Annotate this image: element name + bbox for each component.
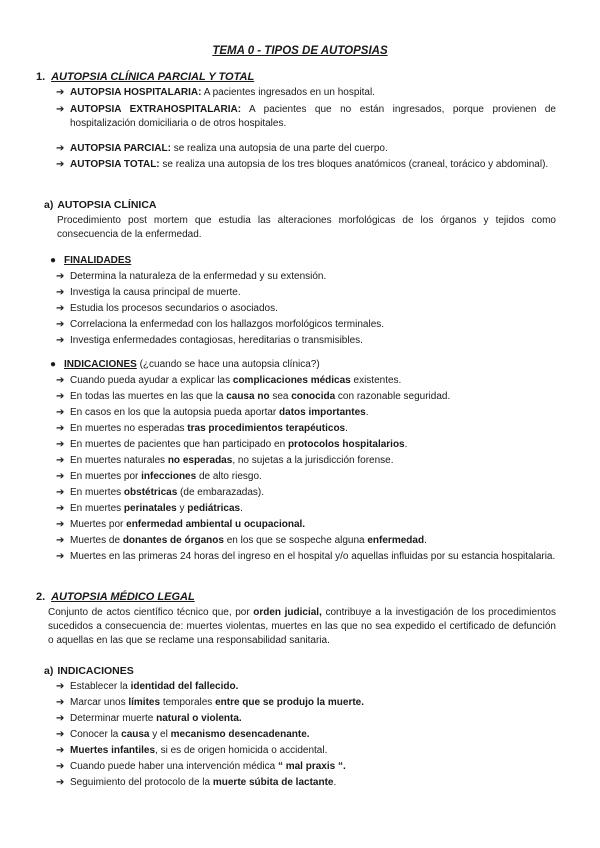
- list-item-text: .: [365, 407, 369, 418]
- list-item: [56, 550, 556, 564]
- list-item-text: , no sujetas a la jurisdicción forense.: [232, 455, 394, 466]
- arrow-icon: ➔: [56, 335, 65, 346]
- section-1-heading: [36, 70, 254, 84]
- bullet-icon: ●: [50, 255, 57, 266]
- arrow-icon: ➔: [56, 777, 65, 788]
- arrow-icon: ➔: [56, 375, 65, 386]
- subsection-heading: [44, 198, 157, 212]
- list-item-text: En muertes: [70, 487, 124, 498]
- list-item-text: Muertes por: [70, 519, 127, 530]
- arrow-icon: ➔: [56, 519, 65, 530]
- list-item-text: y el: [149, 729, 171, 740]
- list-item-bold: natural o violenta.: [156, 713, 242, 724]
- list-item-text: En muertes: [70, 503, 124, 514]
- arrow-icon: ➔: [56, 407, 65, 418]
- indicaciones-label: INDICACIONES: [64, 359, 137, 370]
- subsection-label: a): [44, 665, 54, 677]
- list-item: [56, 728, 310, 742]
- arrow-icon: ➔: [56, 439, 65, 450]
- arrow-icon: ➔: [56, 697, 65, 708]
- definition-text: se realiza una autopsia de una parte del cuerpo.: [170, 143, 388, 154]
- list-item-text: .: [333, 777, 337, 788]
- list-item-bold: datos importantes: [279, 407, 366, 418]
- paragraph-bold: orden judicial,: [253, 607, 322, 618]
- definition-text: se realiza una autopsia de los tres bloques anatómicos (craneal, torácico y abdominal).: [159, 159, 549, 170]
- finalidades-label: FINALIDADES: [64, 255, 132, 266]
- arrow-icon: ➔: [56, 503, 65, 514]
- subsection-description: Procedimiento post mortem que estudia las alteraciones morfológicas de los órganos y tejidos como consecuencia de la enfermedad.: [57, 215, 556, 240]
- arrow-icon: ➔: [56, 471, 65, 482]
- list-item-text: Investiga la causa principal de muerte.: [70, 287, 241, 298]
- list-item-bold: perinatales: [123, 503, 177, 514]
- list-item-bold: “ mal praxis “.: [277, 761, 346, 772]
- list-item: [56, 318, 384, 332]
- list-item: [56, 534, 427, 548]
- list-item-text: En muertes de pacientes que han participado en: [70, 439, 288, 450]
- list-item-bold: muerte súbita de lactante: [212, 777, 334, 788]
- list-item-text: Estudia los procesos secundarios o asociados.: [70, 303, 278, 314]
- list-item: [56, 438, 407, 452]
- subsection-title: INDICACIONES: [57, 665, 134, 677]
- list-item: [56, 422, 348, 436]
- list-item-text: Seguimiento del protocolo de la: [70, 777, 213, 788]
- list-item-bold: causa no: [226, 391, 270, 402]
- list-item-bold: Muertes infantiles: [70, 745, 156, 756]
- list-item: [56, 776, 336, 790]
- list-item-text: Correlaciona la enfermedad con los hallazgos morfológicos terminales.: [70, 319, 385, 330]
- list-item-text: Investiga enfermedades contagiosas, hereditarias o transmisibles.: [70, 335, 363, 346]
- definition-term: AUTOPSIA TOTAL:: [70, 159, 160, 170]
- definition-item: [56, 103, 556, 131]
- indicaciones-heading: [50, 358, 320, 372]
- list-item-bold: límites: [128, 697, 161, 708]
- list-item-bold: no esperadas: [167, 455, 233, 466]
- definition-item: [56, 142, 556, 156]
- definition-item: [56, 158, 556, 172]
- list-item-bold: donantes de órganos: [122, 535, 224, 546]
- list-item: [56, 696, 364, 710]
- list-item-bold: conocida: [291, 391, 336, 402]
- list-item-text: Conocer la: [70, 729, 122, 740]
- list-item-text: temporales: [160, 697, 216, 708]
- list-item: [56, 712, 242, 726]
- list-item-text: En muertes no esperadas: [70, 423, 188, 434]
- list-item-text: en los que se sospeche alguna: [223, 535, 368, 546]
- section-2-description: [48, 606, 556, 648]
- definition-text: A pacientes ingresados en un hospital.: [201, 87, 375, 98]
- arrow-icon: ➔: [56, 87, 65, 98]
- list-item: [56, 406, 369, 420]
- list-item: [56, 454, 394, 468]
- subsection-heading: [44, 664, 134, 678]
- list-item-bold: protocolos hospitalarios: [287, 439, 405, 450]
- section-1-title: AUTOPSIA CLÍNICA PARCIAL Y TOTAL: [51, 71, 255, 83]
- arrow-icon: ➔: [56, 143, 65, 154]
- list-item-text: En muertes naturales: [70, 455, 168, 466]
- list-item-bold: entre que se produjo la muerte.: [215, 697, 364, 708]
- list-item-bold: mecanismo desencadenante.: [170, 729, 310, 740]
- list-item-text: sea: [269, 391, 292, 402]
- list-item-text: Cuando pueda ayudar a explicar las: [70, 375, 233, 386]
- definition-term: AUTOPSIA HOSPITALARIA:: [70, 87, 202, 98]
- definition-item: [56, 86, 556, 100]
- list-item-text: y: [176, 503, 188, 514]
- arrow-icon: ➔: [56, 551, 65, 562]
- arrow-icon: ➔: [56, 287, 65, 298]
- list-item-bold: pediátricas: [187, 503, 241, 514]
- list-item-text: En casos en los que la autopsia pueda aportar: [70, 407, 280, 418]
- arrow-icon: ➔: [56, 455, 65, 466]
- arrow-icon: ➔: [56, 681, 65, 692]
- list-item-text: Marcar unos: [70, 697, 129, 708]
- list-item-text: Establecer la: [70, 681, 131, 692]
- list-item: [56, 680, 238, 694]
- arrow-icon: ➔: [56, 271, 65, 282]
- list-item: [56, 760, 346, 774]
- bullet-icon: ●: [50, 359, 57, 370]
- arrow-icon: ➔: [56, 319, 65, 330]
- list-item: [56, 390, 450, 404]
- list-item-bold: tras procedimientos terapéuticos: [187, 423, 346, 434]
- arrow-icon: ➔: [56, 487, 65, 498]
- arrow-icon: ➔: [56, 729, 65, 740]
- arrow-icon: ➔: [56, 391, 65, 402]
- section-2-title: AUTOPSIA MÉDICO LEGAL: [51, 591, 195, 603]
- list-item-text: Muertes en las primeras 24 horas del ingreso en el hospital y/o aquellas influidas por su estancia hospitalaria.: [70, 551, 556, 562]
- list-item-text: Cuando puede haber una intervención médica: [70, 761, 278, 772]
- arrow-icon: ➔: [56, 761, 65, 772]
- list-item: [56, 270, 326, 284]
- list-item-text: (de embarazadas).: [177, 487, 264, 498]
- arrow-icon: ➔: [56, 713, 65, 724]
- list-item-bold: infecciones: [141, 471, 197, 482]
- finalidades-heading: [50, 254, 131, 268]
- list-item-text: Muertes de: [70, 535, 123, 546]
- list-item-text: con razonable seguridad.: [335, 391, 451, 402]
- list-item-text: En muertes por: [70, 471, 142, 482]
- list-item-text: existentes.: [350, 375, 402, 386]
- list-item-text: .: [424, 535, 427, 546]
- section-2-heading: [36, 590, 195, 604]
- page-title: TEMA 0 - TIPOS DE AUTOPSIAS: [212, 45, 388, 57]
- arrow-icon: ➔: [56, 423, 65, 434]
- section-1-number: 1.: [36, 71, 46, 83]
- list-item: [56, 486, 264, 500]
- arrow-icon: ➔: [56, 745, 65, 756]
- list-item-text: .: [240, 503, 243, 514]
- subsection-label: a): [44, 199, 54, 211]
- list-item: [56, 374, 401, 388]
- list-item-text: .: [404, 439, 408, 450]
- list-item-text: .: [345, 423, 348, 434]
- arrow-icon: ➔: [56, 104, 65, 115]
- indicaciones-question: (¿cuando se hace una autopsia clínica?): [136, 359, 320, 370]
- definition-term: AUTOPSIA PARCIAL:: [70, 143, 171, 154]
- list-item-bold: causa: [121, 729, 150, 740]
- section-2-number: 2.: [36, 591, 46, 603]
- list-item-text: de alto riesgo.: [196, 471, 262, 482]
- list-item-bold: complicaciones médicas: [232, 375, 351, 386]
- list-item-bold: enfermedad ambiental u ocupacional.: [126, 519, 306, 530]
- subsection-title: AUTOPSIA CLÍNICA: [57, 199, 157, 211]
- list-item: [56, 744, 327, 758]
- list-item-text: , si es de origen homicida o accidental.: [155, 745, 328, 756]
- definition-term: AUTOPSIA EXTRAHOSPITALARIA:: [70, 104, 242, 115]
- paragraph-text: Conjunto de actos científico técnico que, por: [48, 607, 254, 618]
- list-item-text: Determina la naturaleza de la enfermedad y su extensión.: [70, 271, 327, 282]
- list-item: [56, 334, 363, 348]
- list-item-bold: enfermedad: [367, 535, 425, 546]
- list-item-text: En todas las muertes en las que la: [70, 391, 227, 402]
- list-item: [56, 286, 241, 300]
- list-item: [56, 470, 262, 484]
- list-item: [56, 302, 278, 316]
- paragraph-text: contribuye a la investigación de los procedimientos sucedidos a consecuencia de: muertes violentas, muertes en las que no sea expedido el certificado de defunción o aquellas en las que se reclame una responsabilidad sanitaria.: [48, 607, 556, 646]
- list-item-text: Determinar muerte: [70, 713, 157, 724]
- list-item-bold: identidad del fallecido.: [130, 681, 239, 692]
- arrow-icon: ➔: [56, 303, 65, 314]
- definition-text: A pacientes que no están ingresados, porque provienen de hospitalización domiciliaria o de otros hospitales.: [70, 104, 556, 129]
- arrow-icon: ➔: [56, 535, 65, 546]
- arrow-icon: ➔: [56, 159, 65, 170]
- list-item: [56, 518, 305, 532]
- list-item: [56, 502, 243, 516]
- list-item-bold: obstétricas: [123, 487, 178, 498]
